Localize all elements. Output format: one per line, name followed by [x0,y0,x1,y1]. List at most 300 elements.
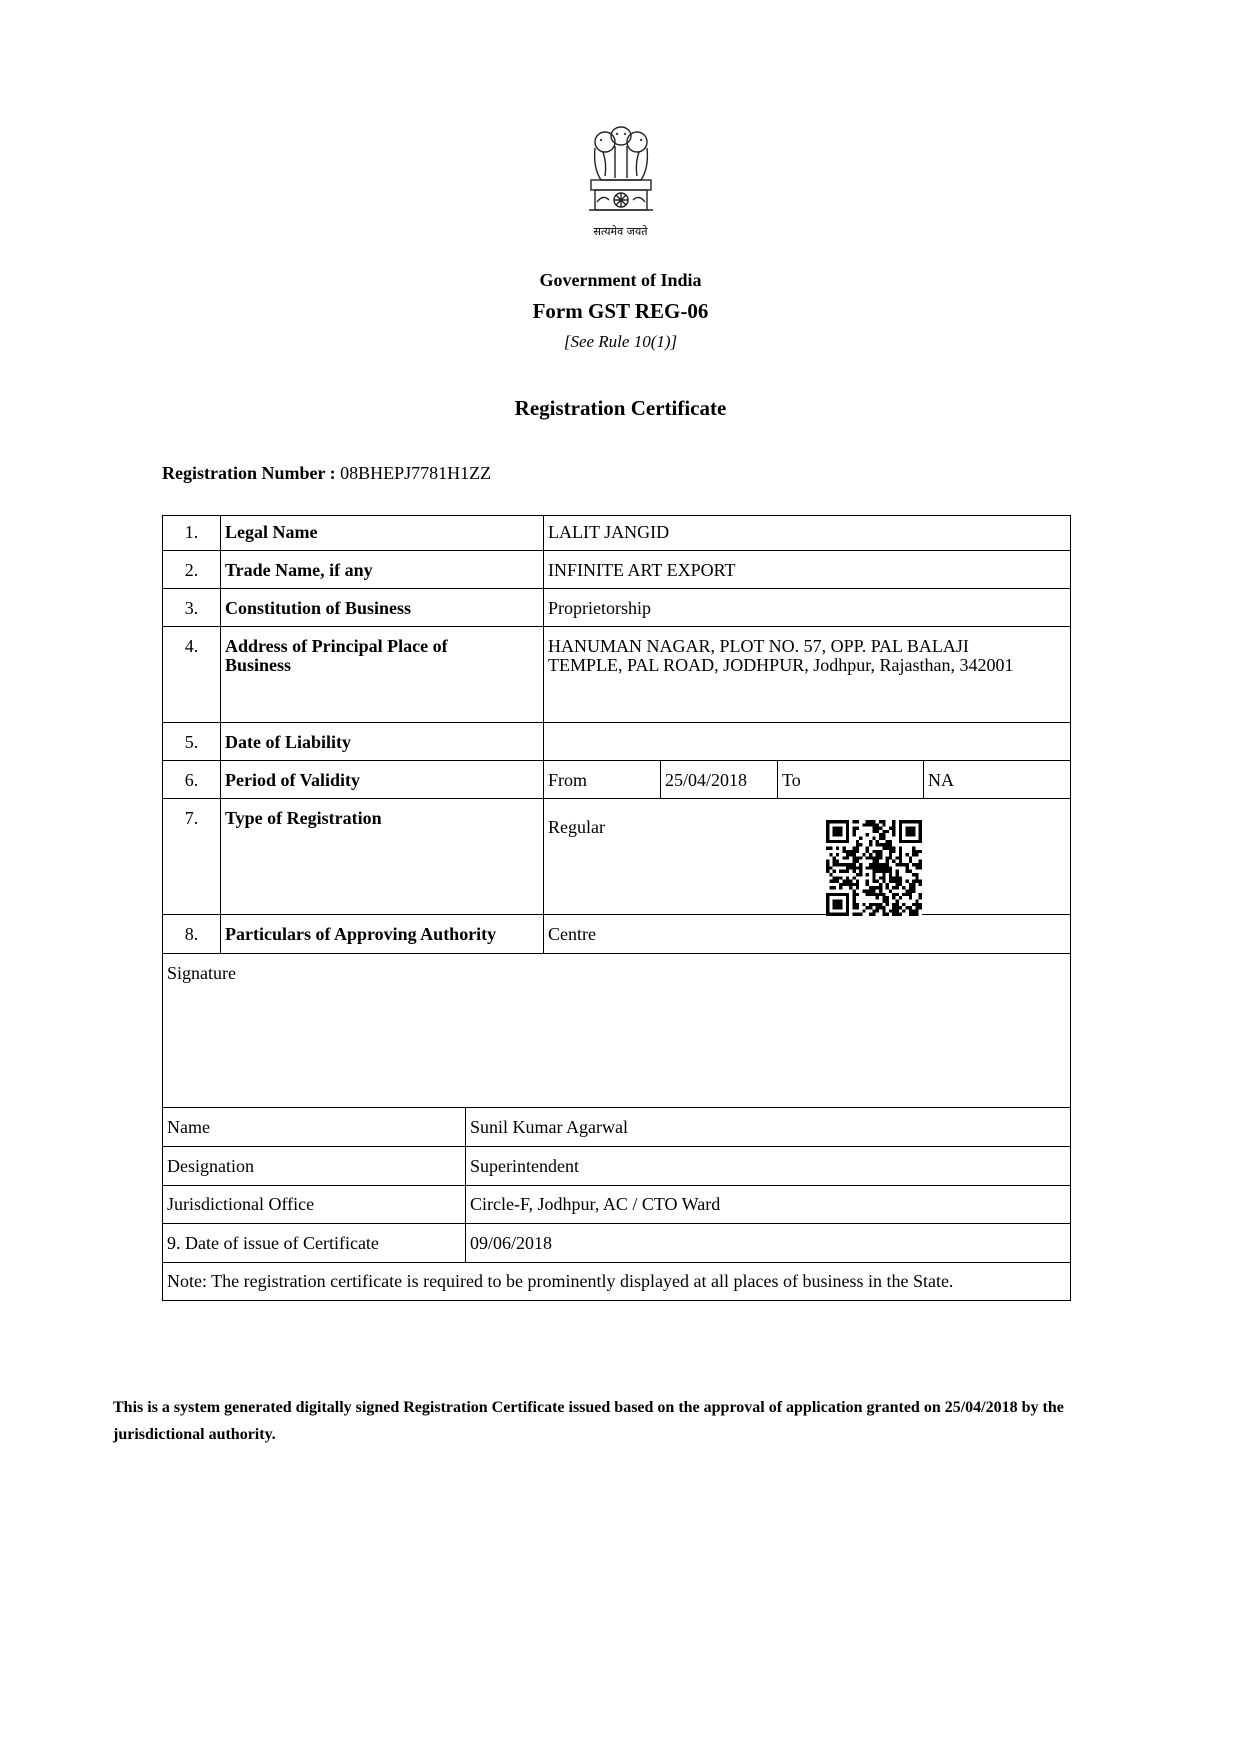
qr-module [912,863,915,866]
qr-module [866,823,869,826]
date-of-liability-label: Date of Liability [225,732,351,752]
qr-module [892,833,895,836]
qr-module [886,843,889,846]
qr-module [872,893,875,896]
qr-module [859,863,862,866]
qr-module [859,873,862,876]
qr-module [886,856,889,859]
date-of-issue-label: 9. Date of issue of Certificate [167,1233,379,1253]
qr-module [866,833,869,836]
table-border [1070,515,1071,1301]
qr-module [886,866,889,869]
qr-module [852,846,855,849]
qr-module [879,853,882,856]
qr-module [872,850,875,853]
designation-label: Designation [167,1156,254,1176]
qr-module [912,913,915,916]
qr-module [892,886,895,889]
qr-module [839,863,842,866]
qr-module [866,873,869,876]
qr-module [919,860,922,863]
qr-module [896,906,899,909]
qr-module [872,913,875,916]
qr-module [872,890,875,893]
qr-module [872,820,875,823]
qr-module [879,827,882,830]
row-divider [162,588,1071,589]
qr-module [899,846,902,849]
qr-module [892,830,895,833]
qr-module [882,893,885,896]
qr-module [876,866,879,869]
row-number: 4. [184,636,199,656]
qr-module [919,866,922,869]
qr-module [856,880,859,883]
qr-module [869,866,872,869]
qr-module [876,886,879,889]
qr-module [843,883,846,886]
officer-name-value: Sunil Kumar Agarwal [470,1117,628,1137]
row-divider [162,798,1071,799]
qr-module [889,840,892,843]
qr-module [852,850,855,853]
qr-module [826,870,829,873]
qr-module [915,863,918,866]
qr-module [862,903,865,906]
qr-module [843,856,846,859]
qr-code-graphic [826,820,922,916]
qr-module [836,876,839,879]
qr-module [902,909,905,912]
qr-module [912,873,915,876]
qr-module [872,886,875,889]
qr-module [852,860,855,863]
qr-module [892,860,895,863]
row-number: 7. [184,808,199,828]
validity-to-date: NA [928,770,954,790]
qr-module [872,863,875,866]
qr-module [899,856,902,859]
address-label [221,637,543,675]
rule-reference: [See Rule 10(1)] [563,332,678,351]
row-number: 6. [184,770,199,790]
page-title: Registration Certificate [514,396,727,420]
qr-module [876,906,879,909]
qr-module [882,846,885,849]
qr-module [896,886,899,889]
table-border [162,1300,1071,1301]
qr-module [879,837,882,840]
qr-module [872,830,875,833]
qr-module [896,880,899,883]
qr-module [912,880,915,883]
qr-module [859,913,862,916]
qr-module [882,823,885,826]
qr-module [833,880,836,883]
qr-module [846,876,849,879]
qr-module [882,873,885,876]
qr-module [886,830,889,833]
qr-module [866,850,869,853]
qr-module [839,870,842,873]
qr-module [826,863,829,866]
qr-module [919,863,922,866]
qr-module [909,883,912,886]
qr-module [876,840,879,843]
qr-module [882,870,885,873]
qr-module [886,886,889,889]
qr-module [919,883,922,886]
qr-module [862,890,865,893]
row-divider [162,550,1071,551]
qr-module [899,863,902,866]
qr-module [899,913,902,916]
date-of-issue-value: 09/06/2018 [470,1233,553,1253]
qr-module [899,850,902,853]
qr-module [872,880,875,883]
qr-module [856,886,859,889]
qr-module [869,906,872,909]
qr-module [869,823,872,826]
row-divider [162,1262,1071,1263]
qr-module [852,833,855,836]
qr-module [912,883,915,886]
qr-module [912,890,915,893]
qr-module [889,850,892,853]
qr-module [869,886,872,889]
qr-module [856,850,859,853]
qr-module [909,886,912,889]
qr-module [843,880,846,883]
qr-module [912,903,915,906]
qr-module [836,860,839,863]
qr-code-icon [826,820,922,916]
qr-module [915,903,918,906]
qr-module [856,840,859,843]
address-value-line: HANUMAN NAGAR, PLOT NO. 57, OPP. PAL BALAJI [548,636,969,656]
qr-module [839,886,842,889]
row-divider [162,760,1071,761]
qr-module [833,899,843,909]
qr-module [866,883,869,886]
qr-module [905,906,908,909]
qr-module [836,880,839,883]
qr-module [912,846,915,849]
qr-module [869,890,872,893]
qr-module [876,827,879,830]
qr-module [852,913,855,916]
qr-module [879,906,882,909]
qr-module [829,880,832,883]
qr-module [849,866,852,869]
qr-module [869,863,872,866]
qr-module [915,909,918,912]
officer-name-label: Name [167,1117,210,1137]
qr-module [899,853,902,856]
jurisdictional-office-value: Circle-F, Jodhpur, AC / CTO Ward [470,1194,721,1214]
qr-module [879,890,882,893]
qr-module [869,840,872,843]
address-label-line: Business [225,655,292,675]
qr-module [882,820,885,823]
qr-module [889,856,892,859]
qr-module [919,896,922,899]
qr-module [866,893,869,896]
qr-module [852,903,855,906]
constitution-value: Proprietorship [548,598,651,618]
qr-module [879,893,882,896]
registration-number-line [162,463,491,484]
qr-module [876,896,879,899]
validity-to-label: To [782,770,801,790]
qr-module [912,850,915,853]
qr-module [915,876,918,879]
qr-module [843,846,846,849]
validity-from-date: 25/04/2018 [665,770,748,790]
qr-module [872,856,875,859]
qr-module [856,866,859,869]
qr-module [919,880,922,883]
qr-module [882,909,885,912]
qr-module [872,860,875,863]
legal-name-value: LALIT JANGID [548,522,670,542]
qr-module [889,843,892,846]
qr-module [879,856,882,859]
qr-module [829,853,832,856]
qr-module [902,903,905,906]
qr-module [882,876,885,879]
qr-module [849,853,852,856]
qr-module [892,896,895,899]
qr-module [846,850,849,853]
address-value [544,637,1070,675]
qr-module [849,850,852,853]
qr-module [919,850,922,853]
qr-module [886,870,889,873]
qr-module [852,870,855,873]
qr-module [839,883,842,886]
qr-module [882,843,885,846]
qr-module [879,870,882,873]
qr-module [849,883,852,886]
qr-module [866,846,869,849]
approving-authority-label: Particulars of Approving Authority [225,924,497,944]
qr-module [846,870,849,873]
qr-module [876,880,879,883]
qr-module [902,863,905,866]
jurisdictional-office-label: Jurisdictional Office [167,1194,315,1214]
qr-module [879,850,882,853]
qr-module [889,853,892,856]
qr-module [856,820,859,823]
qr-module [905,890,908,893]
qr-module [886,896,889,899]
qr-module [866,890,869,893]
qr-module [856,893,859,896]
qr-module [859,837,862,840]
row-divider [162,1185,1071,1186]
qr-module [909,906,912,909]
qr-module [886,863,889,866]
row-number: 3. [184,598,199,618]
qr-module [886,899,889,902]
qr-module [882,830,885,833]
qr-module [846,856,849,859]
qr-module [826,860,829,863]
qr-module [826,846,829,849]
qr-module [896,899,899,902]
qr-module [886,883,889,886]
address-value-line: TEMPLE, PAL ROAD, JODHPUR, Jodhpur, Rajasthan, 342001 [548,655,1014,675]
qr-module [892,820,895,823]
qr-module [905,866,908,869]
trade-name-value: INFINITE ART EXPORT [548,560,736,580]
registration-number: 08BHEPJ7781H1ZZ [340,463,492,483]
qr-module [905,853,908,856]
qr-module [889,890,892,893]
qr-module [876,843,879,846]
qr-module [852,820,855,823]
qr-module [919,906,922,909]
system-generated-footer: This is a system generated digitally signed Registration Certificate issued based on the approval of application granted on 25/04/2018 by the jurisdictional authority. [113,1399,1064,1443]
qr-module [896,893,899,896]
qr-module [829,873,832,876]
qr-module [899,906,902,909]
qr-module [876,893,879,896]
type-of-registration-value: Regular [548,817,605,837]
table-border [162,515,1071,516]
qr-module [889,870,892,873]
qr-module [905,880,908,883]
qr-module [862,823,865,826]
qr-module [826,866,829,869]
qr-module [886,913,889,916]
qr-module [909,893,912,896]
qr-module [915,866,918,869]
qr-module [899,896,902,899]
qr-module [843,850,846,853]
qr-module [876,853,879,856]
address-label-line: Address of Principal Place of [225,636,448,656]
qr-module [872,876,875,879]
qr-module [879,866,882,869]
qr-module [833,863,836,866]
qr-module [892,846,895,849]
qr-module [852,876,855,879]
qr-module [852,863,855,866]
qr-module [859,843,862,846]
qr-module [879,876,882,879]
qr-module [899,860,902,863]
qr-module [866,820,869,823]
qr-module [869,903,872,906]
qr-module [912,909,915,912]
qr-module [909,890,912,893]
qr-module [836,846,839,849]
emblem-motto: सत्यमेव जयते [593,225,648,238]
qr-module [856,860,859,863]
qr-module [915,853,918,856]
qr-module [856,883,859,886]
qr-module [882,906,885,909]
qr-module [869,843,872,846]
qr-module [872,909,875,912]
row-divider [162,1107,1071,1108]
qr-module [852,853,855,856]
qr-module [915,906,918,909]
qr-module [912,853,915,856]
row-divider [162,722,1071,723]
qr-module [892,909,895,912]
qr-module [886,840,889,843]
qr-module [876,823,879,826]
qr-module [872,870,875,873]
qr-module [856,873,859,876]
qr-module [852,883,855,886]
qr-module [879,883,882,886]
qr-module [852,893,855,896]
qr-module [869,913,872,916]
qr-module [889,880,892,883]
qr-module [829,846,832,849]
qr-module [879,886,882,889]
qr-module [846,866,849,869]
qr-module [892,827,895,830]
qr-module [846,880,849,883]
qr-module [862,909,865,912]
qr-module [872,873,875,876]
qr-module [886,860,889,863]
qr-module [876,830,879,833]
qr-module [872,866,875,869]
qr-module [915,873,918,876]
qr-module [896,870,899,873]
qr-module [896,873,899,876]
qr-module [876,870,879,873]
qr-module [856,906,859,909]
qr-module [876,850,879,853]
table-border [162,515,163,1301]
qr-module [882,913,885,916]
qr-module [833,860,836,863]
qr-module [852,890,855,893]
qr-module [909,860,912,863]
qr-module [833,856,836,859]
qr-module [886,846,889,849]
qr-module [915,880,918,883]
qr-module [902,886,905,889]
signature-label: Signature [167,963,236,983]
qr-module [889,909,892,912]
row-number: 5. [184,732,199,752]
registration-number-label: Registration Number : [162,463,336,483]
qr-module [876,860,879,863]
qr-module [846,853,849,856]
qr-module [866,906,869,909]
qr-module [833,827,843,837]
qr-module [879,833,882,836]
qr-module [852,827,855,830]
qr-module [846,863,849,866]
row-divider [162,914,1071,915]
qr-module [843,870,846,873]
qr-module [905,863,908,866]
qr-module [896,876,899,879]
qr-module [849,863,852,866]
qr-module [869,856,872,859]
qr-module [876,863,879,866]
qr-module [912,886,915,889]
